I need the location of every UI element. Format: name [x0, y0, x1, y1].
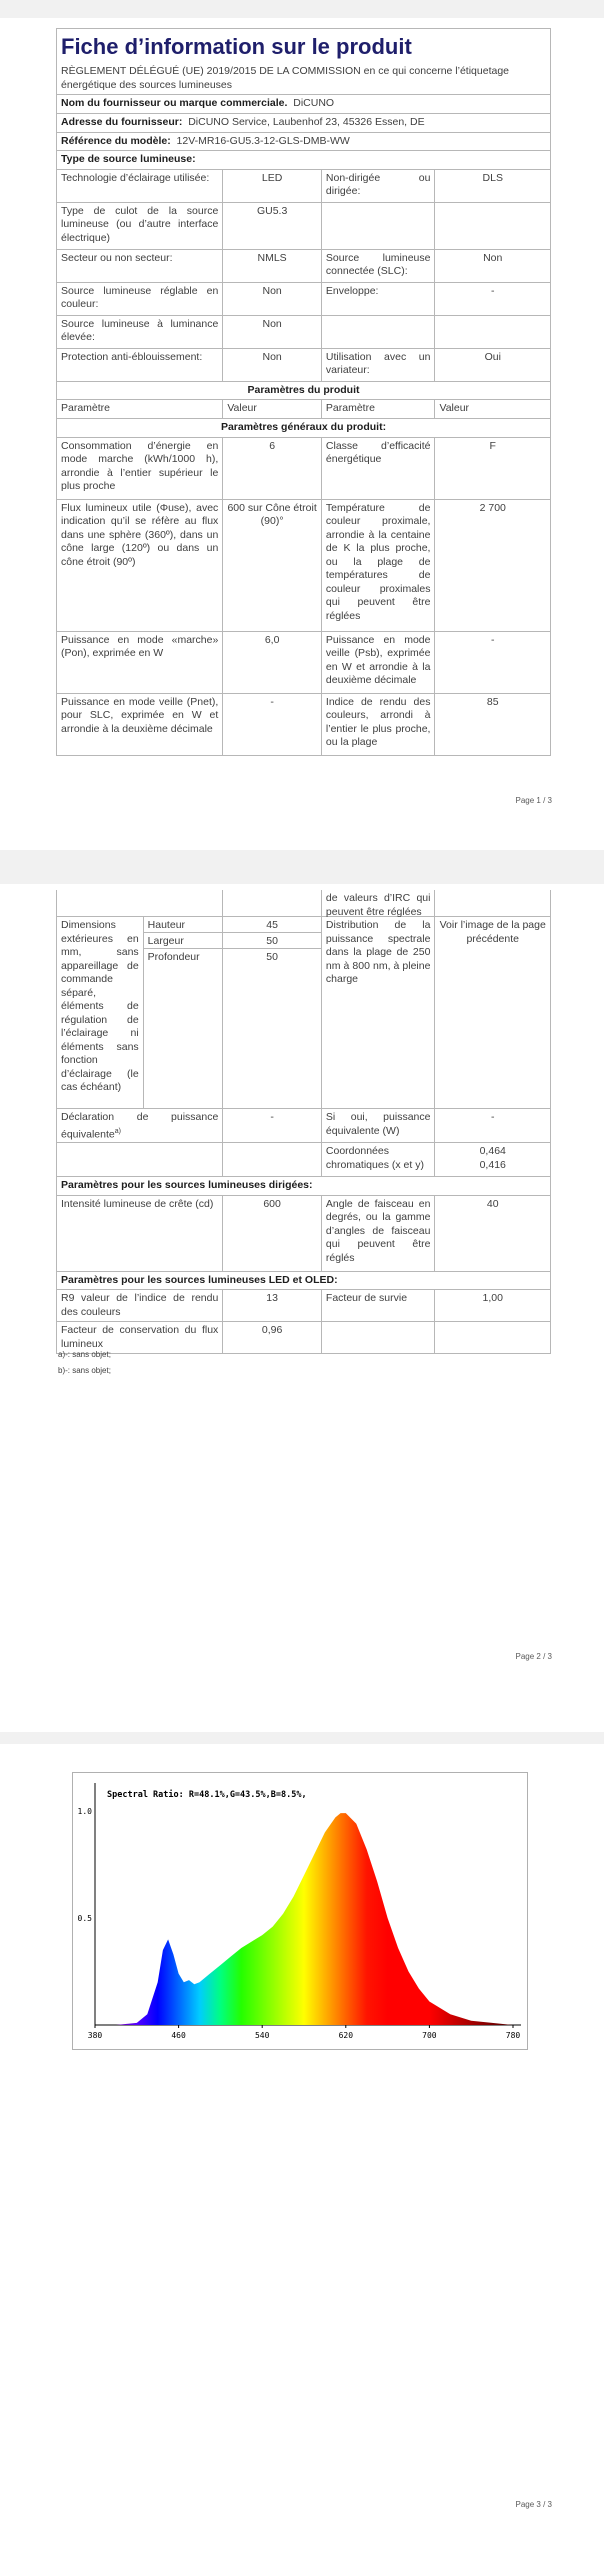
row-label-2: Source lumineuse connectée (SLC): [321, 250, 435, 282]
row-value-2: 85 [434, 694, 550, 755]
chart-title: Spectral Ratio: R=48.1%,G=43.5%,B=8.5%, [107, 1790, 307, 1800]
table-row [57, 1108, 550, 1142]
page-1 [0, 18, 604, 850]
address-label: Adresse du fournisseur: [61, 115, 183, 128]
row-value-2: 2 700 [434, 500, 550, 631]
row-label: Flux lumineux utile (Φuse), avec indication qu’il se réfère au flux dans une sphère (360º), dans un cône large (120º) ou dans un cône étroit (90º) [61, 501, 219, 568]
chroma-label: Coordonnées chromatiques (x et y) [321, 1143, 435, 1176]
dim-name: Hauteur [144, 917, 223, 933]
col-value: Valeur [222, 400, 321, 418]
regulation-text: RÈGLEMENT DÉLÉGUÉ (UE) 2019/2015 DE LA COMMISSION en ce qui concerne l’étiquetage énergétique des sources lumineuses [61, 65, 510, 91]
params-heading: Paramètres du produit [57, 381, 550, 400]
col-value-2: Valeur [434, 400, 550, 418]
survival-value: 1,00 [434, 1290, 550, 1321]
table-row [57, 202, 550, 249]
table-row [57, 348, 550, 381]
col-param-2: Paramètre [321, 400, 435, 418]
row-value-2 [434, 316, 550, 348]
row-value: - [222, 694, 321, 755]
equiv-label: Déclaration de puissance équivalente$^{a)}$ [61, 1111, 219, 1140]
equiv-q-value: - [434, 1109, 550, 1142]
row-label: Type de culot de la source lumineuse (ou d’autre interface électrique) [61, 204, 219, 244]
table-row [57, 1321, 550, 1353]
supplier-value: DiCUNO [293, 97, 335, 110]
dims-label: Dimensions extérieures en mm, sans appareillage de commande séparé, éléments de régulation de l’éclairage ni éléments sans fonction d’éclairage (le cas échéant) [61, 919, 139, 1093]
x-tick-label: 380 [87, 2031, 103, 2040]
row-label-2: Puissance en mode veille (Psb), exprimée en W et arrondie à la deuxième décimale [321, 632, 435, 693]
table-row [57, 1195, 550, 1271]
table-row [57, 437, 550, 499]
supplier-row [57, 94, 550, 113]
table-row [57, 315, 550, 348]
model-label: Référence du modèle: [61, 134, 171, 147]
row-label: Protection anti-éblouissement: [61, 350, 203, 363]
row-label: Consommation d’énergie en mode marche (kWh/1000 h), arrondie à l’entier supérieur le plus proche [61, 439, 219, 493]
spectral-chart [72, 1772, 528, 2050]
directed-heading: Paramètres pour les sources lumineuses dirigées: [57, 1176, 550, 1195]
x-tick-label: 780 [505, 2031, 521, 2040]
table-row [57, 249, 550, 282]
y-tick-label: 1.0 [77, 1807, 92, 1816]
dim-value: 45 [223, 917, 321, 933]
dim-name: Profondeur [147, 951, 200, 963]
row-value: Non [222, 283, 321, 315]
page-gap-top [0, 0, 604, 18]
peak-value: 600 [222, 1196, 321, 1271]
table-row [57, 169, 550, 202]
row-value-2: - [434, 632, 550, 693]
row-label-2: Indice de rendu des couleurs, arrondi à l’entier le plus proche, ou la plage [321, 694, 435, 755]
dim-value: 50 [223, 933, 321, 949]
x-tick-label: 540 [254, 2031, 270, 2040]
table-row [57, 282, 550, 315]
row-label-2: Température de couleur proximale, arrondie à la centaine de K la plus proche, ou la plage de températures de couleur proximales qui peuvent être réglées [321, 500, 435, 631]
chroma-x: 0,464 [479, 1145, 506, 1157]
page-2 [0, 884, 604, 1732]
row-value: 6,0 [222, 632, 321, 693]
row-value-2: - [434, 283, 550, 315]
row-label: Technologie d’éclairage utilisée: [61, 171, 210, 184]
address-value: DiCUNO Service, Laubenhof 23, 45326 Essen, DE [188, 115, 425, 128]
row-label: Puissance en mode veille (Pnet), pour SLC, exprimée en W et arrondie à la deuxième décimale [61, 695, 219, 735]
x-tick-label: 700 [422, 2031, 437, 2040]
spectral-area [95, 1813, 513, 2025]
product-info-table-1 [56, 28, 551, 756]
r9-label: R9 valeur de l’indice de rendu des couleurs [61, 1292, 219, 1318]
row-value-2: Non [434, 250, 550, 282]
lumen-value: 0,96 [222, 1322, 321, 1353]
col-param: Paramètre [61, 402, 111, 415]
row-value-2: DLS [434, 170, 550, 202]
spectral-label: Distribution de la puissance spectrale dans la plage de 250 nm à 800 nm, à pleine charge [321, 917, 435, 1108]
x-tick-label: 460 [171, 2031, 186, 2040]
page-gap [0, 850, 604, 884]
row-label: Puissance en mode «marche» (Pon), exprimée en W [61, 633, 219, 660]
led-heading: Paramètres pour les sources lumineuses LED et OLED: [57, 1271, 550, 1290]
row-label-2: Non-dirigée ou dirigée: [321, 170, 435, 202]
spectral-chart-svg [73, 1773, 529, 2051]
r9-value: 13 [222, 1290, 321, 1321]
dims-values [222, 917, 321, 1108]
beam-label: Angle de faisceau en degrés, ou la gamme d’angles de faisceau qui peuvent être réglés [321, 1196, 435, 1271]
model-value: 12V-MR16-GU5.3-12-GLS-DMB-WW [176, 134, 350, 147]
table-row [57, 890, 550, 916]
model-row [57, 132, 550, 151]
footnote-b: b)-: sans objet; [58, 1366, 111, 1375]
row-label-2 [321, 203, 435, 249]
page-gap [0, 1732, 604, 1744]
dims-names [143, 917, 223, 1108]
dimensions-row [57, 916, 550, 1108]
x-tick-label: 620 [338, 2031, 354, 2040]
y-tick-label: 0.5 [77, 1914, 92, 1923]
supplier-label: Nom du fournisseur ou marque commerciale. [61, 97, 288, 110]
row-value: NMLS [222, 250, 321, 282]
row-value: GU5.3 [222, 203, 321, 249]
address-row [57, 113, 550, 132]
row-value-2 [434, 203, 550, 249]
row-value: 600 sur Cône étroit (90)° [222, 500, 321, 631]
spectral-value: Voir l’image de la page précédente [434, 917, 550, 1108]
lumen-label: Facteur de conservation du flux lumineux [61, 1324, 219, 1350]
params-header-row [57, 399, 550, 418]
table-row [57, 693, 550, 755]
footnote-a: a)-: sans objet; [58, 1350, 111, 1359]
dim-value: 50 [266, 951, 278, 963]
table-row [57, 1289, 550, 1321]
table-row [57, 499, 550, 631]
general-heading: Paramètres généraux du produit: [57, 418, 550, 437]
equiv-q-label: Si oui, puissance équivalente (W) [321, 1109, 435, 1142]
row-label: Source lumineuse à luminance élevée: [61, 317, 219, 344]
row-label-2 [321, 316, 435, 348]
row-label-2: de valeurs d’IRC qui peuvent être réglées [321, 890, 435, 916]
row-value: Non [222, 349, 321, 381]
survival-label: Facteur de survie [321, 1290, 435, 1321]
row-value: Non [222, 316, 321, 348]
page-title: Fiche d’information sur le produit [61, 34, 412, 59]
row-value: 6 [222, 438, 321, 499]
product-info-table-2 [56, 890, 551, 1354]
dim-name: Largeur [144, 933, 223, 949]
row-label-2: Enveloppe: [321, 283, 435, 315]
equiv-value: - [222, 1109, 321, 1142]
row-label-2: Classe d’efficacité énergétique [321, 438, 435, 499]
row-value-2: Oui [434, 349, 550, 381]
row-label-2: Utilisation avec un variateur: [321, 349, 435, 381]
chroma-y: 0,416 [479, 1158, 506, 1171]
row-value: LED [222, 170, 321, 202]
page-number: Page 1 / 3 [515, 796, 552, 805]
row-label: Source lumineuse réglable en couleur: [61, 284, 219, 311]
peak-label: Intensité lumineuse de crête (cd) [61, 1197, 214, 1210]
type-heading: Type de source lumineuse: [57, 150, 550, 169]
table-row [57, 631, 550, 693]
row-value-2: F [434, 438, 550, 499]
page-number: Page 2 / 3 [515, 1652, 552, 1661]
page-number: Page 3 / 3 [515, 2500, 552, 2509]
table-row [57, 1142, 550, 1176]
chroma-values [434, 1143, 550, 1176]
beam-value: 40 [434, 1196, 550, 1271]
row-label: Secteur ou non secteur: [61, 251, 173, 264]
